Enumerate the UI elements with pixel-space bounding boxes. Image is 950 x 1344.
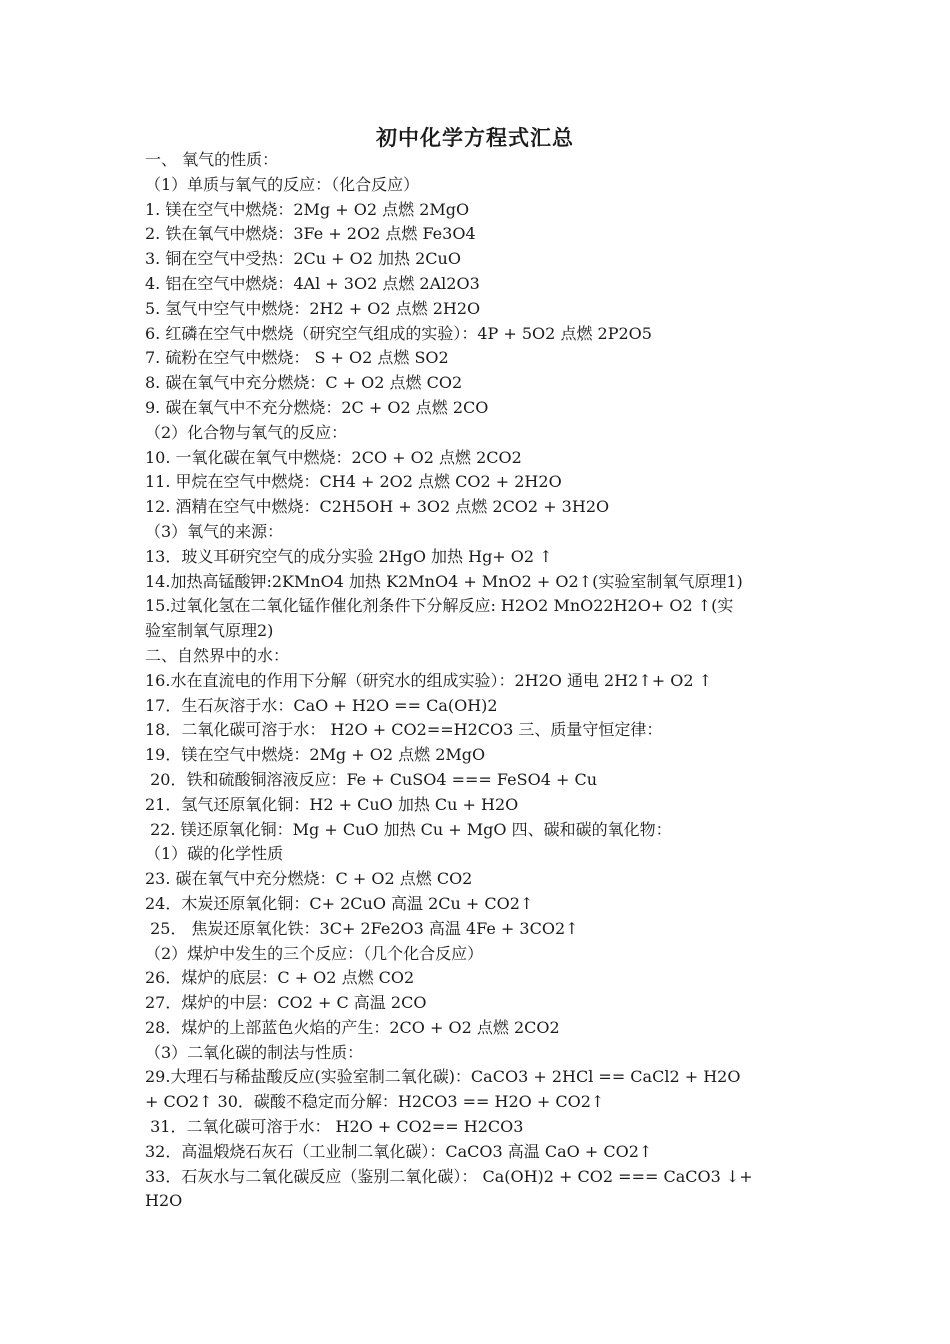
text-line: 19．镁在空气中燃烧：2Mg + O2 点燃 2MgO <box>145 745 486 765</box>
text-line: 27．煤炉的中层：CO2 + C 高温 2CO <box>145 993 427 1013</box>
text-line: （1）单质与氧气的反应：（化合反应） <box>145 174 420 194</box>
document-title: 初中化学方程式汇总 <box>376 125 574 150</box>
text-line: 验室制氧气原理2) <box>145 621 274 641</box>
text-line: （3）氧气的来源： <box>145 521 284 541</box>
text-line: 4. 铝在空气中燃烧：4Al + 3O2 点燃 2Al2O3 <box>145 273 480 293</box>
text-line: 18．二氧化碳可溶于水： H2O + CO2==H2CO3 三、质量守恒定律： <box>145 720 663 740</box>
text-line: 2. 铁在氧气中燃烧：3Fe + 2O2 点燃 Fe3O4 <box>145 224 476 244</box>
text-line: 26．煤炉的底层：C + O2 点燃 CO2 <box>145 968 415 988</box>
text-line: 24．木炭还原氧化铜：C+ 2CuO 高温 2Cu + CO2↑ <box>145 893 534 913</box>
text-line: 14.加热高锰酸钾:2KMnO4 加热 K2MnO4 + MnO2 + O2↑(实验室制氧气原理1) <box>145 571 743 591</box>
text-line: 21．氢气还原氧化铜：H2 + CuO 加热 Cu + H2O <box>145 794 519 814</box>
document-body <box>145 148 815 1214</box>
text-line: 16.水在直流电的作用下分解（研究水的组成实验）：2H2O 通电 2H2↑+ O2 ↑ <box>145 670 713 690</box>
text-line: 3. 铜在空气中受热：2Cu + O2 加热 2CuO <box>145 249 461 269</box>
text-line: （3）二氧化碳的制法与性质： <box>145 1042 364 1062</box>
text-line: （1）碳的化学性质 <box>145 844 284 864</box>
text-line: 13．玻义耳研究空气的成分实验 2HgO 加热 Hg+ O2 ↑ <box>145 546 553 566</box>
text-line: 28．煤炉的上部蓝色火焰的产生：2CO + O2 点燃 2CO2 <box>145 1017 560 1037</box>
text-line: 7. 硫粉在空气中燃烧： S + O2 点燃 SO2 <box>145 348 449 368</box>
text-line: 33．石灰水与二氧化碳反应（鉴别二氧化碳）： Ca(OH)2 + CO2 === CaCO3 ↓+ <box>145 1166 753 1186</box>
text-line: （2）化合物与氧气的反应： <box>145 422 348 442</box>
text-line: 二、自然界中的水： <box>145 645 290 665</box>
text-line: 8. 碳在氧气中充分燃烧：C + O2 点燃 CO2 <box>145 373 463 393</box>
text-line: （2）煤炉中发生的三个反应：（几个化合反应） <box>145 943 484 963</box>
text-line: 6. 红磷在空气中燃烧（研究空气组成的实验）：4P + 5O2 点燃 2P2O5 <box>145 323 652 343</box>
text-line: 一、 氧气的性质： <box>145 150 279 169</box>
text-line: 23. 碳在氧气中充分燃烧：C + O2 点燃 CO2 <box>145 869 473 889</box>
text-line: 11. 甲烷在空气中燃烧：CH4 + 2O2 点燃 CO2 + 2H2O <box>145 472 562 492</box>
text-line: 32．高温煅烧石灰石（工业制二氧化碳）：CaCO3 高温 CaO + CO2↑ <box>145 1141 653 1161</box>
text-line: 9. 碳在氧气中不充分燃烧：2C + O2 点燃 2CO <box>145 397 489 417</box>
text-line: + CO2↑ 30．碳酸不稳定而分解：H2CO3 == H2O + CO2↑ <box>145 1092 605 1112</box>
text-line: 22. 镁还原氧化铜：Mg + CuO 加热 Cu + MgO 四、碳和碳的氧化物： <box>145 819 672 839</box>
text-line: 15.过氧化氢在二氧化锰作催化剂条件下分解反应: H2O2 MnO22H2O+ O2 ↑(实 <box>145 596 734 616</box>
text-line: 20．铁和硫酸铜溶液反应：Fe + CuSO4 === FeSO4 + Cu <box>145 769 597 789</box>
text-line: 5. 氢气中空气中燃烧：2H2 + O2 点燃 2H2O <box>145 298 481 318</box>
text-line: 31．二氧化碳可溶于水： H2O + CO2== H2CO3 <box>145 1117 524 1137</box>
text-line: 12. 酒精在空气中燃烧：C2H5OH + 3O2 点燃 2CO2 + 3H2O <box>145 497 610 517</box>
text-line: 17．生石灰溶于水：CaO + H2O == Ca(OH)2 <box>145 695 498 715</box>
text-line: 25． 焦炭还原氧化铁：3C+ 2Fe2O3 高温 4Fe + 3CO2↑ <box>145 918 579 938</box>
text-line: 29.大理石与稀盐酸反应(实验室制二氧化碳)：CaCO3 + 2HCl == CaCl2 + H2O <box>145 1067 741 1087</box>
text-line: 10. 一氧化碳在氧气中燃烧：2CO + O2 点燃 2CO2 <box>145 447 522 467</box>
text-line: H2O <box>145 1191 183 1211</box>
text-line: 1. 镁在空气中燃烧：2Mg + O2 点燃 2MgO <box>145 199 470 219</box>
